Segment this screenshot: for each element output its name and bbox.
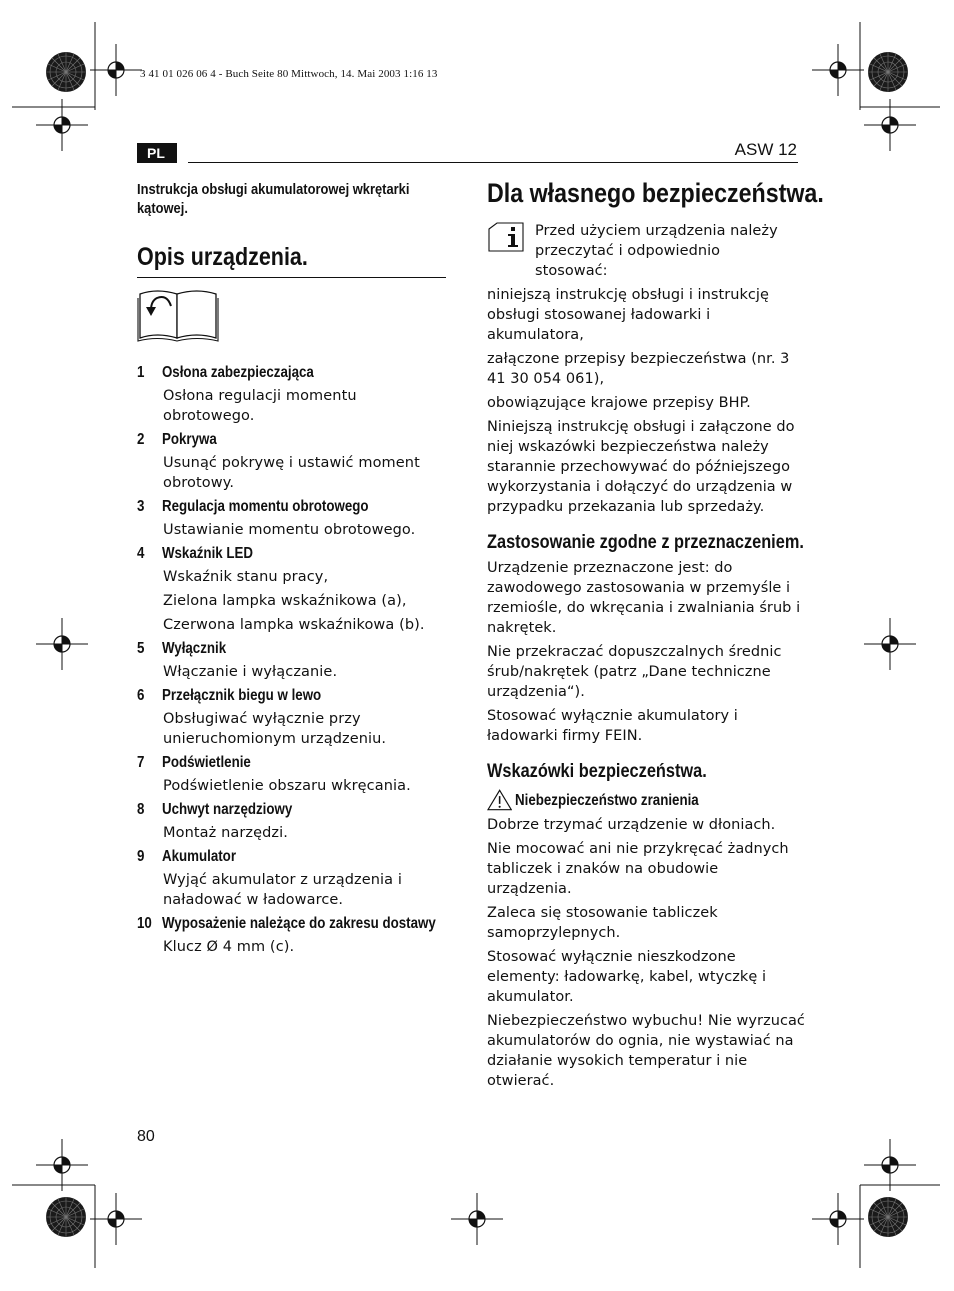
component-item-title	[137, 847, 447, 867]
component-description: Osłona regulacji momentu obrotowego.	[163, 388, 357, 424]
component-description: Włączanie i wyłączanie.	[163, 664, 338, 680]
warning-triangle-icon	[487, 789, 512, 811]
component-description: Zielona lampka wskaźnikowa (a),	[163, 593, 407, 609]
left-column	[137, 180, 447, 957]
body-paragraph: Stosować wyłącznie nieszkodzone elementy: ładowarkę, kabel, wtyczkę i akumulator.	[487, 949, 767, 1005]
component-description: Wyjąć akumulator z urządzenia i naładować w ładowarce.	[163, 872, 402, 908]
manual-intro: Instrukcja obsługi akumulatorowej wkrętarki kątowej.	[137, 181, 410, 217]
component-item-title	[137, 914, 447, 934]
component-number: 7	[137, 754, 145, 771]
right-column	[487, 176, 824, 1091]
section-heading-safety: Dla własnego bezpieczeństwa.	[487, 178, 824, 208]
warning-paragraphs	[487, 815, 807, 1091]
body-paragraph: Dobrze trzymać urządzenie w dłoniach.	[487, 817, 776, 833]
component-name: Regulacja momentu obrotowego	[161, 498, 369, 515]
component-name: Pokrywa	[161, 431, 217, 448]
component-item-title	[137, 544, 447, 564]
component-name: Wyłącznik	[161, 640, 227, 657]
component-item-title	[137, 497, 447, 517]
component-description: Ustawianie momentu obrotowego.	[163, 522, 416, 538]
intended-use-paragraphs	[487, 558, 807, 746]
component-description: Wskaźnik stanu pracy,	[163, 569, 329, 585]
body-paragraph: Urządzenie przeznaczone jest: do zawodowego zastosowania w przemyśle i rzemiośle, do wkręcania i zwalniania śrub i nakrętek.	[487, 560, 801, 636]
component-number: 6	[137, 687, 145, 704]
subheading-intended-use: Zastosowanie zgodne z przeznaczeniem.	[487, 532, 804, 553]
warning-title: Niebezpieczeństwo zranienia	[515, 792, 699, 809]
info-text: Przed użyciem urządzenia należy przeczytać i odpowiednio stosować:	[535, 223, 778, 279]
component-item-title	[137, 363, 447, 383]
page-number: 80	[137, 1128, 155, 1145]
body-paragraph: Stosować wyłącznie akumulatory i ładowarki firmy FEIN.	[487, 708, 738, 744]
body-paragraph: załączone przepisy bezpieczeństwa (nr. 3 41 30 054 061),	[487, 351, 790, 387]
component-number: 2	[137, 431, 145, 448]
component-name: Podświetlenie	[161, 754, 251, 771]
section-heading-description: Opis urządzenia.	[137, 243, 308, 271]
body-paragraph: obowiązujące krajowe przepisy BHP.	[487, 395, 751, 411]
subheading-safety-notes: Wskazówki bezpieczeństwa.	[487, 761, 707, 782]
safety-paragraphs	[487, 285, 807, 517]
heading-rule	[137, 277, 446, 278]
component-description: Czerwona lampka wskaźnikowa (b).	[163, 617, 425, 633]
model-name: ASW 12	[734, 140, 797, 159]
component-name: Uchwyt narzędziowy	[161, 801, 293, 818]
component-name: Wskaźnik LED	[161, 545, 254, 562]
component-number: 3	[137, 498, 145, 515]
component-description: Usunąć pokrywę i ustawić moment obrotowy.	[163, 455, 420, 491]
component-item-title	[137, 753, 447, 773]
component-description: Klucz Ø 4 mm (c).	[163, 939, 295, 955]
component-list	[137, 363, 447, 957]
component-item-title	[137, 800, 447, 820]
component-item-title	[137, 686, 447, 706]
component-description: Obsługiwać wyłącznie przy unieruchomionym urządzeniu.	[163, 711, 387, 747]
component-name: Akumulator	[161, 848, 237, 865]
book-arrow-icon	[137, 286, 219, 342]
component-name: Przełącznik biegu w lewo	[161, 687, 322, 704]
component-number: 10	[137, 915, 152, 932]
component-number: 4	[137, 545, 145, 562]
component-description: Montaż narzędzi.	[163, 825, 288, 841]
body-paragraph: Zaleca się stosowanie tabliczek samoprzylepnych.	[487, 905, 718, 941]
body-paragraph: Nie mocować ani nie przykręcać żadnych tabliczek i znaków na obudowie urządzenia.	[487, 841, 789, 897]
component-description: Podświetlenie obszaru wkręcania.	[163, 778, 411, 794]
component-number: 1	[137, 364, 145, 381]
info-icon	[487, 221, 535, 255]
component-item-title	[137, 430, 447, 450]
body-paragraph: Niniejszą instrukcję obsługi i załączone do niej wskazówki bezpieczeństwa należy starannie przechowywać do późniejszego wykorzystania i dołączyć do urządzenia w przypadku przekazania lub sprzedaży.	[487, 419, 795, 515]
language-badge: PL	[137, 143, 177, 163]
body-paragraph: niniejszą instrukcję obsługi i instrukcję obsługi stosowanej ładowarki i akumulatora,	[487, 287, 769, 343]
component-number: 8	[137, 801, 145, 818]
header-rule	[188, 162, 798, 163]
component-name: Osłona zabezpieczająca	[161, 364, 314, 381]
body-paragraph: Niebezpieczeństwo wybuchu! Nie wyrzucać akumulatorów do ognia, nie wystawiać na działanie wysokich temperatur i nie otwierać.	[487, 1013, 805, 1089]
component-name: Wyposażenie należące do zakresu dostawy	[161, 915, 436, 932]
print-info-line: 3 41 01 026 06 4 - Buch Seite 80 Mittwoch, 14. Mai 2003 1:16 13	[140, 68, 438, 80]
component-number: 5	[137, 640, 145, 657]
body-paragraph: Nie przekraczać dopuszczalnych średnic śrub/nakrętek (patrz „Dane techniczne urządzenia“).	[487, 644, 782, 700]
component-item-title	[137, 639, 447, 659]
component-number: 9	[137, 848, 145, 865]
